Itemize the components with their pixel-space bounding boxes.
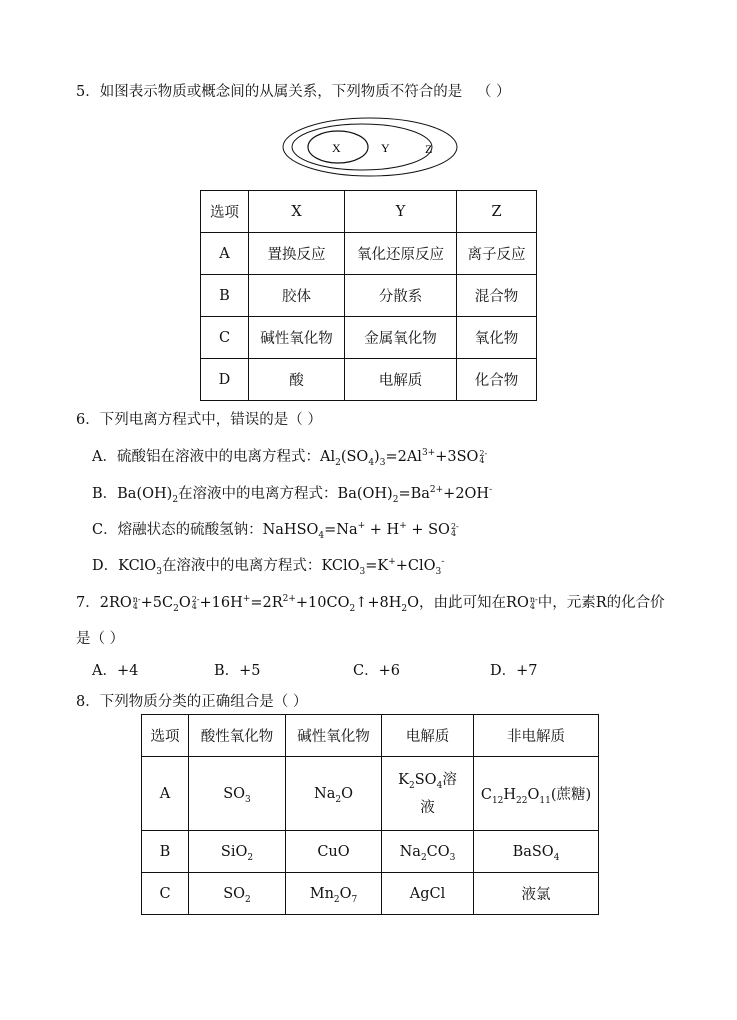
q6-d-equation: KClO$_3$=K++ClO$_3$- xyxy=(321,557,445,577)
q6-b-equation: $Ba(OH)_2=Ba^{2+}+2OH^-$ xyxy=(337,485,493,505)
table-row: C $SO_2$ $Mn_2O_7$ AgCl 液氯 xyxy=(142,873,599,915)
table-row: C 碱性氧化物 金属氧化物 氧化物 xyxy=(201,317,537,359)
q8-table-header: 选项 酸性氧化物 碱性氧化物 电解质 非电解质 xyxy=(142,715,599,757)
label-x: X xyxy=(332,141,341,155)
q5-stem: 5．如图表示物质或概念间的从属关系，下列物质不符合的是 （ ） xyxy=(76,84,511,100)
q7-option-d: D．+7 xyxy=(490,663,538,679)
table-row: D 酸 电解质 化合物 xyxy=(201,359,537,401)
q7-stem-line2: 是（ ） xyxy=(76,631,125,647)
q6-option-d: D．KClO$_3$在溶液中的电离方程式：KClO$_3$=K++ClO$_3$- xyxy=(92,557,445,577)
q5-table-header: 选项 X Y Z xyxy=(201,191,537,233)
q6-stem: 6．下列电离方程式中，错误的是（ ） xyxy=(76,412,322,428)
q6-option-b: B．$Ba(OH)_2$在溶液中的电离方程式：$Ba(OH)_2=Ba^{2+}+2OH^-$ xyxy=(92,485,493,505)
q6-a-equation: $Al_2(SO_4)_3=2Al^{3+}+3SO$ 2- 4 xyxy=(319,448,488,468)
q6-option-c: C．熔融状态的硫酸氢钠：NaHSO$_4$=Na+ + H+ + SO 2- 4 xyxy=(92,521,459,541)
table-row: A $SO_3$ $Na_2O$ $K_2SO_4$溶 液 $C_{12}H_{22}O_{11}$(蔗糖) xyxy=(142,757,599,831)
q6-c-equation: NaHSO$_4$=Na+ + H+ + SO 2- 4 xyxy=(262,521,459,541)
q7-option-c: C．+6 xyxy=(353,663,400,679)
q7-option-b: B．+5 xyxy=(214,663,261,679)
q8-stem: 8．下列物质分类的正确组合是（ ） xyxy=(76,694,308,710)
q7-stem: 7．2RO n- 4 $+5C_2O$ 2- 4 $+16H^+=2R^{2+}+10CO_2↑+8H_2O$，由此可知在RO n- 4 中，元素R的化合价 xyxy=(76,594,665,614)
q6-option-a: A．硫酸铝在溶液中的电离方程式：$Al_2(SO_4)_3=2Al^{3+}+3SO$ 2- 4 xyxy=(92,448,488,468)
nested-ellipse-diagram xyxy=(280,115,460,180)
label-y: Y xyxy=(381,141,390,155)
q5-table xyxy=(200,190,537,401)
q7-option-a: A．+4 xyxy=(92,663,139,679)
q7-equation: 7．2RO n- 4 $+5C_2O$ 2- 4 $+16H^+=2R^{2+}+10CO_2↑+8H_2O$ xyxy=(76,594,420,614)
table-row: B SiO$_2$ CuO $Na_2CO_3$ BaSO$_4$ xyxy=(142,831,599,873)
table-row: A 置换反应 氧化还原反应 离子反应 xyxy=(201,233,537,275)
ellipse-y xyxy=(292,124,432,170)
table-row: B 胶体 分散系 混合物 xyxy=(201,275,537,317)
q8-table xyxy=(141,714,599,915)
label-z: Z xyxy=(425,142,433,156)
